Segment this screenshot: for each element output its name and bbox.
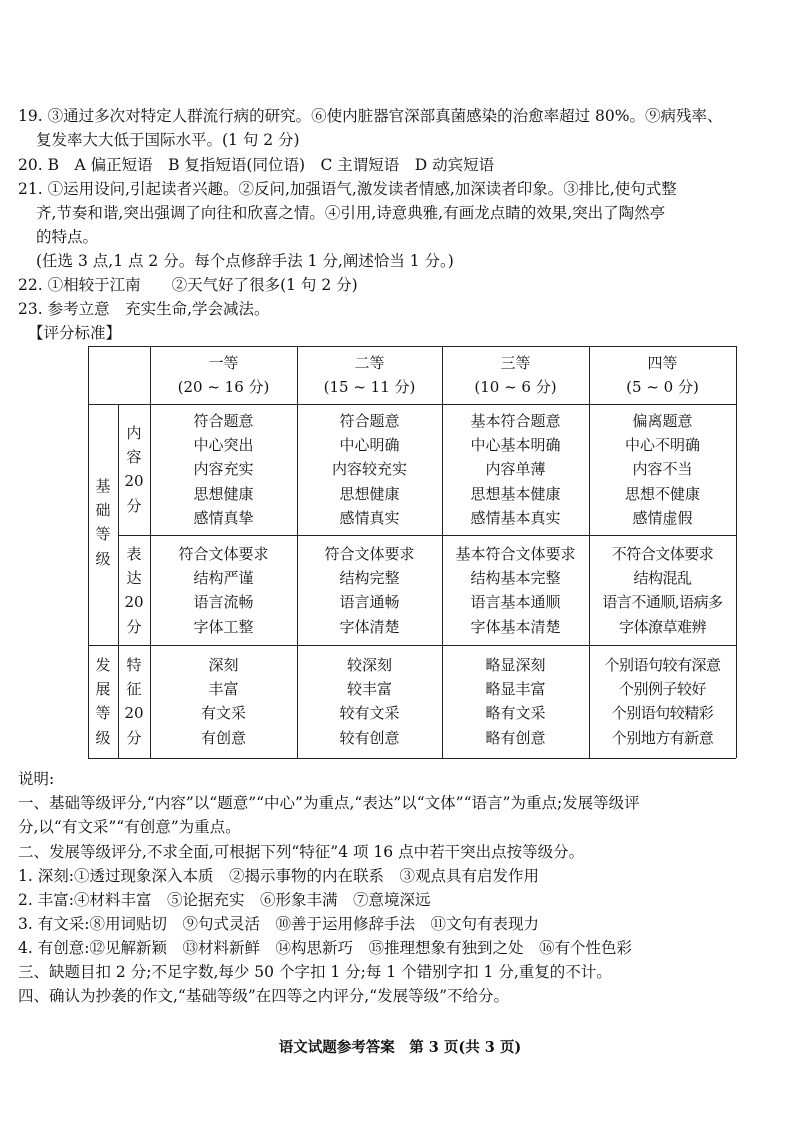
note-2-item-2: 2. 丰富:④材料丰富 ⑤论据充实 ⑥形象丰满 ⑦意境深远 bbox=[18, 891, 431, 909]
feature-cell-3: 略显深刻 略显丰富 略有文采 略有创意 bbox=[485, 656, 546, 747]
expression-label: 表 达 20 分 bbox=[124, 545, 144, 636]
header-grade-3: 三等 (10 ~ 6 分) bbox=[474, 354, 557, 397]
note-1-line1: 一、基础等级评分,“内容”以“题意”“中心”为重点,“表达”以“文体”“语言”为重点;发展等级评 bbox=[18, 794, 640, 812]
q22: 22. ①相较于江南 ②天气好了很多(1 句 2 分) bbox=[18, 276, 358, 294]
notes-title: 说明: bbox=[18, 770, 55, 788]
q21-line2: 齐,节奏和谐,突出强调了向往和欣喜之情。④引用,诗意典雅,有画龙点睛的效果,突出了陶然亭 bbox=[36, 204, 666, 222]
rubric-title: 【评分标准】 bbox=[28, 324, 122, 342]
header-grade-1: 一等 (20 ~ 16 分) bbox=[177, 354, 270, 397]
q19-line2: 复发率大大低于国际水平。(1 句 2 分) bbox=[36, 131, 300, 149]
q21-line1: 21. ①运用设问,引起读者兴趣。②反问,加强语气,激发读者情感,加深读者印象。③排比,使句式整 bbox=[18, 180, 677, 198]
content-cell-4: 偏离题意 中心不明确 内容不当 思想不健康 感情虚假 bbox=[624, 412, 700, 527]
note-1-line2: 分,以“有文采”“有创意”为重点。 bbox=[18, 818, 241, 836]
note-2-item-1: 1. 深刻:①透过现象深入本质 ②揭示事物的内在联系 ③观点具有启发作用 bbox=[18, 867, 539, 885]
feature-cell-1: 深刻 丰富 有文采 有创意 bbox=[200, 656, 246, 747]
header-grade-2: 二等 (15 ~ 11 分) bbox=[323, 354, 416, 397]
expression-cell-1: 符合文体要求 结构严谨 语言流畅 字体工整 bbox=[178, 545, 269, 636]
note-4: 四、确认为抄袭的作文,“基础等级”在四等之内评分,“发展等级”不给分。 bbox=[18, 987, 510, 1005]
feature-cell-2: 较深刻 较丰富 较有文采 较有创意 bbox=[339, 656, 400, 747]
expression-cell-3: 基本符合文体要求 结构基本完整 语言基本通顺 字体基本清楚 bbox=[455, 545, 576, 636]
note-3: 三、缺题目扣 2 分;不足字数,每少 50 个字扣 1 分;每 1 个错别字扣 1 分,重复的不计。 bbox=[18, 963, 612, 981]
expression-cell-2: 符合文体要求 结构完整 语言通畅 字体清楚 bbox=[324, 545, 415, 636]
content-cell-2: 符合题意 中心明确 内容较充实 思想健康 感情真实 bbox=[331, 412, 407, 527]
header-grade-4: 四等 (5 ~ 0 分) bbox=[626, 354, 699, 397]
q21-line4: (任选 3 点,1 点 2 分。每个点修辞手法 1 分,阐述恰当 1 分。) bbox=[36, 252, 454, 270]
q19-line1: 19. ③通过多次对特定人群流行病的研究。⑥使内脏器官深部真菌感染的治愈率超过 80%。⑨病残率、 bbox=[18, 107, 723, 125]
q21-line3: 的特点。 bbox=[36, 228, 99, 246]
q20: 20. B A 偏正短语 B 复指短语(同位语) C 主谓短语 D 动宾短语 bbox=[18, 156, 495, 174]
content-cell-3: 基本符合题意 中心基本明确 内容单薄 思想基本健康 感情基本真实 bbox=[470, 412, 561, 527]
expression-cell-4: 不符合文体要求 结构混乱 语言不通顺,语病多 字体潦草难辨 bbox=[602, 545, 723, 636]
note-2-item-3: 3. 有文采:⑧用词贴切 ⑨句式灵活 ⑩善于运用修辞手法 ⑪文句有表现力 bbox=[18, 915, 539, 933]
basic-level-label: 基 础 等 级 bbox=[95, 477, 111, 568]
features-label: 特 征 20 分 bbox=[124, 656, 144, 747]
content-label: 内 容 20 分 bbox=[124, 424, 144, 515]
note-2: 二、发展等级评分,不求全面,可根据下列“特征”4 项 16 点中若干突出点按等级分。 bbox=[18, 843, 585, 861]
note-2-item-4: 4. 有创意:⑫见解新颖 ⑬材料新鲜 ⑭构思新巧 ⑮推理想象有独到之处 ⑯有个性色彩 bbox=[18, 939, 632, 957]
q23: 23. 参考立意 充实生命,学会减法。 bbox=[18, 300, 270, 318]
content-cell-1: 符合题意 中心突出 内容充实 思想健康 感情真挚 bbox=[193, 412, 254, 527]
development-level-label: 发 展 等 级 bbox=[95, 656, 111, 747]
feature-cell-4: 个别语句较有深意 个别例子较好 个别语句较精彩 个别地方有新意 bbox=[604, 656, 721, 747]
page-footer: 语文试题参考答案 第 3 页(共 3 页) bbox=[278, 1039, 522, 1056]
